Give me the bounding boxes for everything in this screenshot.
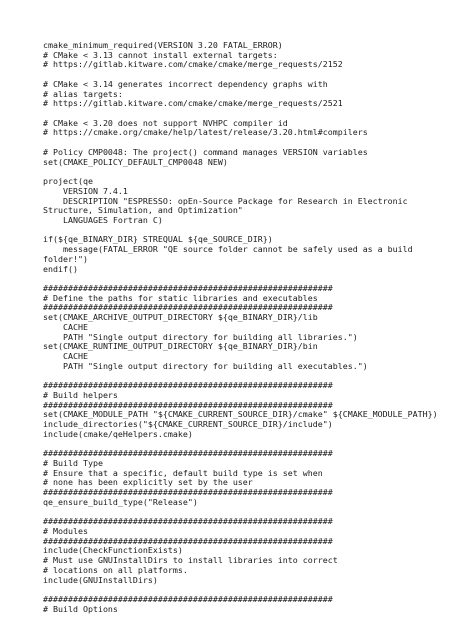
code-line: PATH "Single output directory for building all executables.") [43,360,368,371]
code-line: # Build helpers [43,389,118,400]
code-line: ########################################################## [43,380,333,391]
code-line: folder!") [43,253,88,264]
code-line: LANGUAGES Fortran C) [43,214,163,225]
code-line: ########################################################## [43,282,333,293]
code-line: set(CMAKE_RUNTIME_OUTPUT_DIRECTORY ${qe_BINARY_DIR}/bin [43,341,318,352]
code-line: qe_ensure_build_type("Release") [43,496,198,507]
code-line: ########################################################## [43,535,333,546]
code-line: # locations on all platforms. [43,564,188,575]
code-line: ########################################################## [43,448,333,459]
code-line: # CMake < 3.20 does not support NVHPC compiler id [43,117,288,128]
code-line: CACHE [43,351,88,361]
code-line: Structure, Simulation, and Optimization" [43,205,243,216]
code-line: ########################################################## [43,593,333,604]
code-line: # Modules [43,525,88,536]
code-line: # Define the paths for static libraries and executables [43,292,318,303]
code-line: PATH "Single output directory for building all libraries.") [43,331,358,342]
code-line: # Must use GNUInstallDirs to install libraries into correct [43,555,338,566]
code-line: # Build Type [43,457,103,468]
code-line: # https://cmake.org/cmake/help/latest/release/3.20.html#compilers [43,127,368,138]
code-line [43,167,463,177]
code-line: # Build Options [43,603,118,614]
code-line: CACHE [43,321,88,332]
code-line: ########################################################## [43,302,333,313]
code-line: DESCRIPTION "ESPRESSO: opEn-Source Package for Research in Electronic [43,195,408,206]
code-line: # CMake < 3.14 generates incorrect dependency graphs with [43,78,328,89]
code-line: project(qe [43,176,93,187]
code-line: set(CMAKE_POLICY_DEFAULT_CMP0048 NEW) [43,156,228,167]
code-line: # alias targets: [43,88,123,99]
code-line: cmake_minimum_required(VERSION 3.20 FATAL_ERROR) [43,40,283,50]
code-line: set(CMAKE_ARCHIVE_OUTPUT_DIRECTORY ${qe_BINARY_DIR}/lib [43,312,318,323]
code-line: # https://gitlab.kitware.com/cmake/cmake/merge_requests/2152 [43,59,343,70]
code-line: # Policy CMP0048: The project() command manages VERSION variables [43,146,368,157]
code-line: ########################################################## [43,399,333,410]
code-line: include_directories("${CMAKE_CURRENT_SOURCE_DIR}/include") [43,419,333,430]
code-line: set(CMAKE_MODULE_PATH "${CMAKE_CURRENT_SOURCE_DIR}/cmake" ${CMAKE_MODULE_PATH}) [43,409,438,420]
code-line: message(FATAL_ERROR "QE source folder cannot be safely used as a build [43,244,413,255]
code-line: # CMake < 3.13 cannot install external targets: [43,49,278,60]
code-line: ########################################################## [43,516,333,527]
code-line: include(cmake/qeHelpers.cmake) [43,428,193,439]
code-line: include(CheckFunctionExists) [43,545,183,556]
code-line: # https://gitlab.kitware.com/cmake/cmake/merge_requests/2521 [43,98,343,109]
code-line: include(GNUInstallDirs) [43,574,158,585]
code-line: VERSION 7.4.1 [43,185,128,196]
code-line: if(${qe_BINARY_DIR} STREQUAL ${qe_SOURCE_DIR}) [43,234,273,245]
code-line: endif() [43,263,78,274]
code-line: # Ensure that a specific, default build type is set when [43,467,323,478]
code-line: # none has been explicitly set by the user [43,477,253,488]
cmake-source-text [43,41,463,614]
code-line: ########################################################## [43,487,333,498]
